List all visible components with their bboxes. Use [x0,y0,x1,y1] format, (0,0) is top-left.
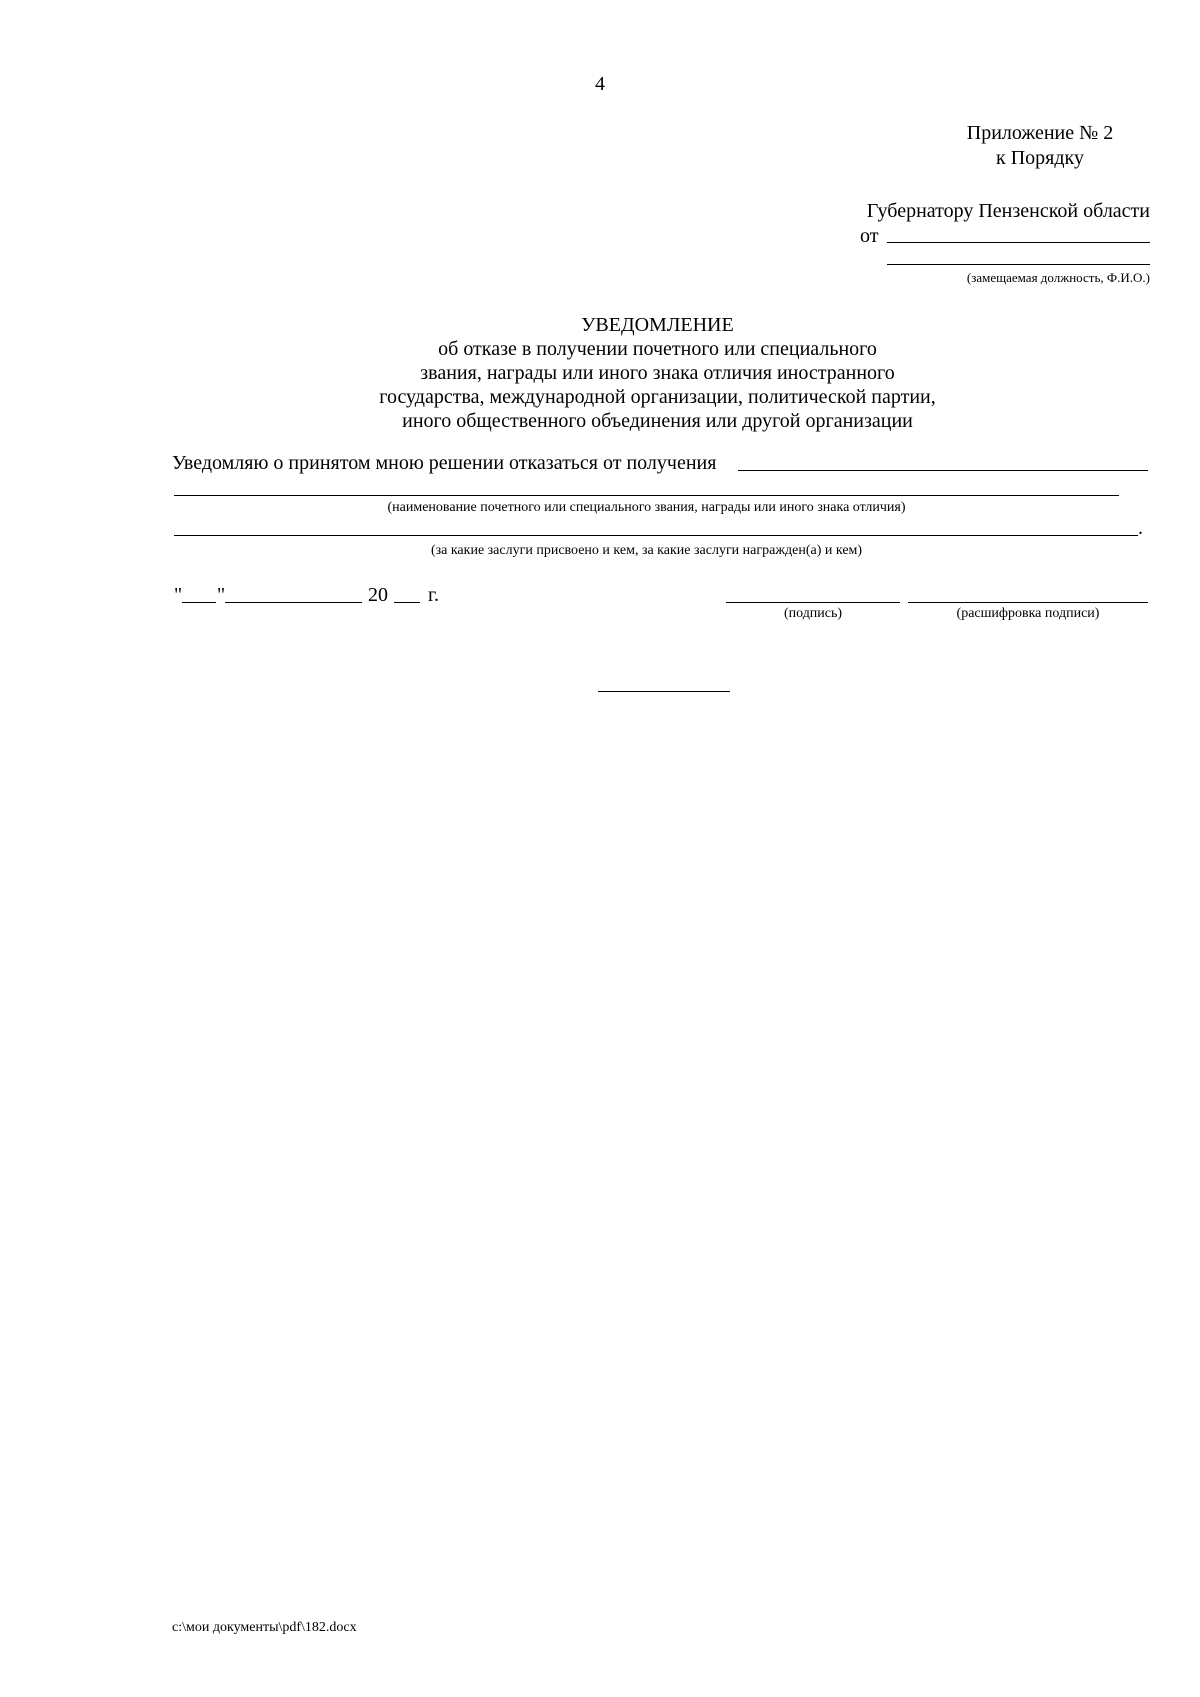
award-blank-line-2 [174,495,1119,496]
date-open-quote: " [174,584,183,606]
year-suffix: г. [428,584,439,606]
date-month-blank [225,602,362,603]
appendix-reference: к Порядку [996,147,1084,169]
page-number: 4 [595,73,605,95]
document-title: УВЕДОМЛЕНИЕ [581,314,734,336]
from-blank-line [887,242,1150,243]
position-caption: (замещаемая должность, Ф.И.О.) [966,270,1150,285]
signature-caption: (подпись) [783,606,843,621]
date-day-blank [182,602,216,603]
merits-blank-line [174,535,1138,536]
year-blank [394,602,420,603]
footer-file-path: c:\мои документы\pdf\182.docx [172,1620,357,1635]
year-prefix: 20 [368,584,388,606]
subtitle-line-1: об отказе в получении почетного или специального [438,338,877,360]
signature-decoding-caption: (расшифровка подписи) [956,606,1100,621]
closing-separator-line [598,691,730,692]
from-label: от [860,225,879,247]
merits-line-period: . [1138,517,1143,539]
subtitle-line-4: иного общественного объединения или другой организации [402,410,913,432]
award-blank-line-1 [738,470,1148,471]
date-close-quote: " [217,584,226,606]
statement-text: Уведомляю о принятом мною решении отказаться от получения [172,452,717,474]
position-blank-line [887,264,1150,265]
addressee-title: Губернатору Пензенской области [866,200,1150,222]
subtitle-line-2: звания, награды или иного знака отличия иностранного [420,362,895,384]
award-caption: (наименование почетного или специального звания, награды или иного знака отличия) [387,500,906,515]
subtitle-line-3: государства, международной организации, политической партии, [379,386,936,408]
signature-blank-line [726,602,900,603]
appendix-number: Приложение № 2 [966,122,1114,144]
signature-decoding-blank-line [908,602,1148,603]
merits-caption: (за какие заслуги присвоено и кем, за какие заслуги награжден(а) и кем) [430,543,863,558]
